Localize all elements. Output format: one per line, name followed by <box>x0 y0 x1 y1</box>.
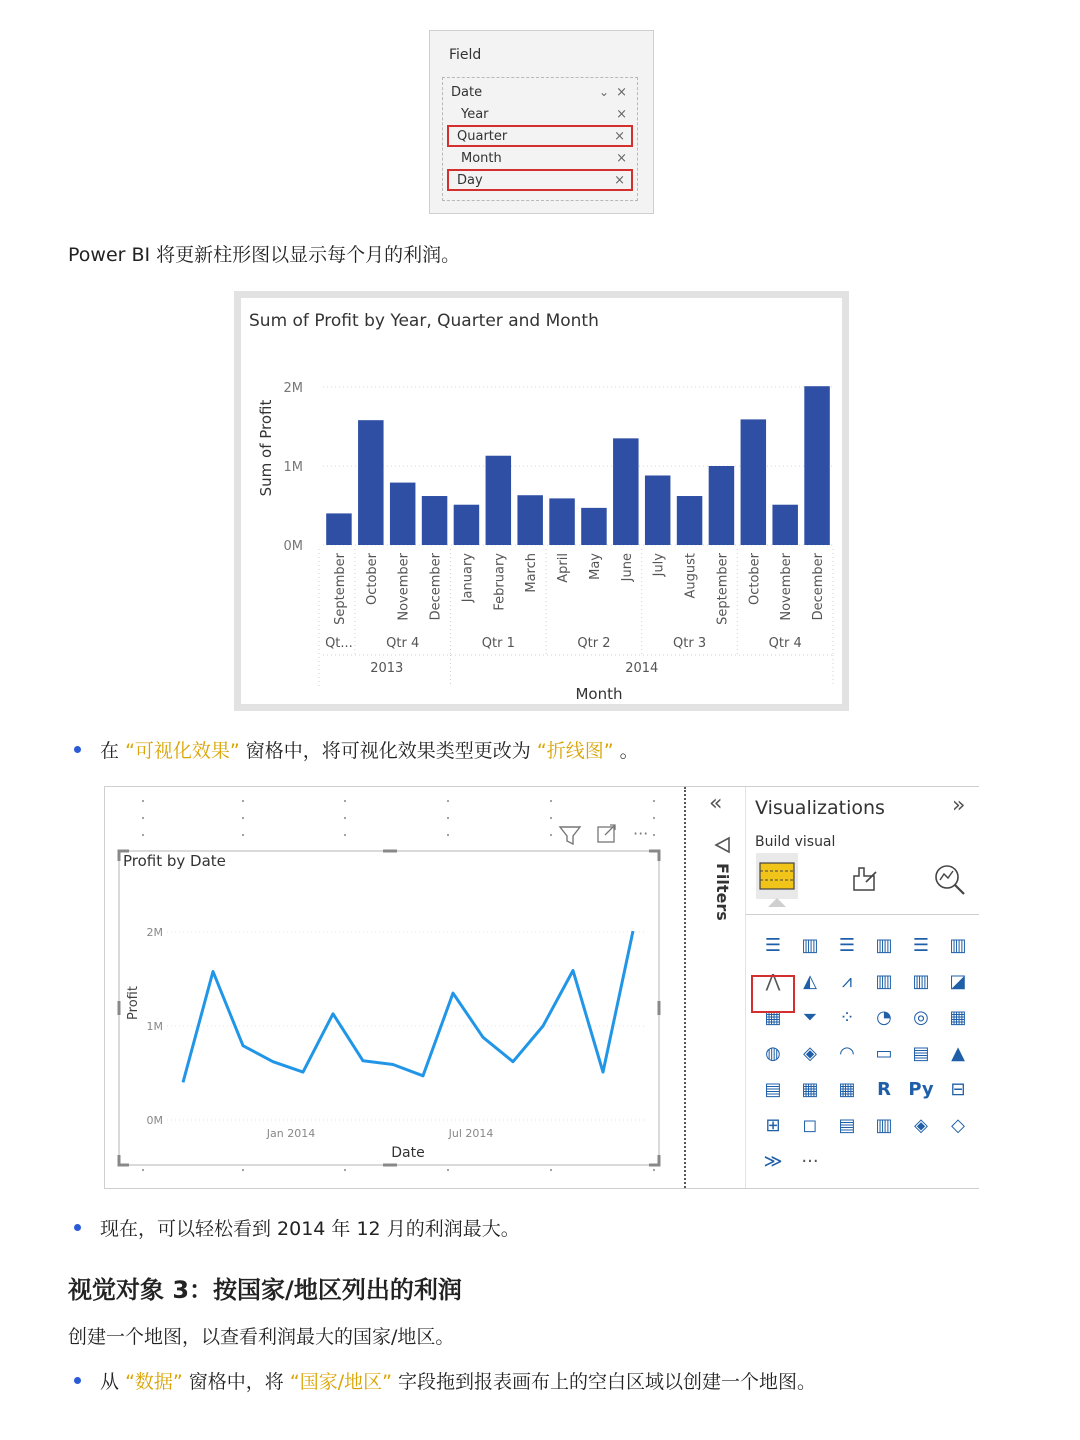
pane-separator <box>684 787 686 1188</box>
x-tick-label: September <box>715 553 731 625</box>
quarter-label: Qtr 1 <box>481 636 515 651</box>
filters-pane-collapsed[interactable] <box>701 787 746 1188</box>
canvas-grid-dot <box>653 834 655 836</box>
quarter-label: Qt... <box>325 636 353 651</box>
gauge-icon[interactable]: ◠ <box>839 1042 855 1064</box>
field-row-quarter[interactable] <box>447 125 633 147</box>
field-label: Day <box>457 172 483 188</box>
azure-map-icon[interactable]: ◈ <box>914 1114 928 1136</box>
close-icon[interactable]: × <box>616 84 627 100</box>
r-visual-icon[interactable]: R <box>877 1078 891 1100</box>
collapse-icon[interactable]: « <box>709 791 723 816</box>
bar[interactable] <box>581 508 607 545</box>
map-icon[interactable]: ◍ <box>765 1042 781 1064</box>
canvas-grid-dot <box>142 834 144 836</box>
chevron-down-icon[interactable]: ⌄ <box>598 85 609 99</box>
x-tick-label: March <box>524 553 540 593</box>
divider <box>746 914 979 915</box>
year-label: 2013 <box>370 661 404 676</box>
table-icon[interactable]: ▦ <box>801 1078 819 1100</box>
canvas-grid-dot <box>242 834 244 836</box>
close-icon[interactable]: × <box>616 106 627 122</box>
canvas-grid-dot <box>550 834 552 836</box>
canvas-grid-dot <box>653 817 655 819</box>
canvas-grid-dot <box>242 817 244 819</box>
highlight-country-field: “国家/地区” <box>289 1371 392 1393</box>
bar[interactable] <box>358 420 384 545</box>
visualizations-pane <box>745 787 979 1188</box>
paginated-report-icon[interactable]: ▥ <box>875 1114 893 1136</box>
bar[interactable] <box>613 438 639 545</box>
stacked-area-chart-icon[interactable]: ⩘ <box>841 970 853 992</box>
bullet-dot <box>74 1224 81 1231</box>
canvas-grid-dot <box>242 1169 244 1171</box>
matrix-icon[interactable]: ▦ <box>838 1078 856 1100</box>
canvas-grid-dot <box>142 817 144 819</box>
resize-handles[interactable] <box>119 851 659 1165</box>
bullet-dot <box>74 1377 81 1384</box>
bullet-text: 字段拖到报表画布上的空白区域以创建一个地图。 <box>398 1371 817 1393</box>
bar[interactable] <box>709 466 735 545</box>
column-chart <box>241 298 842 704</box>
y-tick-label: 2M <box>283 381 303 396</box>
field-row-month[interactable] <box>447 148 633 168</box>
canvas-grid-dot <box>447 817 449 819</box>
bullet-dot <box>74 746 81 753</box>
instruction-bullet-2 <box>100 1214 520 1241</box>
line-stacked-column-icon[interactable]: ▥ <box>912 970 930 992</box>
visualizations-title: Visualizations <box>755 797 885 819</box>
canvas-grid-dot <box>550 1169 552 1171</box>
power-automate-icon[interactable]: ≫ <box>763 1150 783 1172</box>
x-tick-label: September <box>332 553 348 625</box>
x-tick-label: December <box>428 553 444 621</box>
build-visual-icon <box>756 853 798 899</box>
key-influencers-icon[interactable]: ⊟ <box>950 1078 966 1100</box>
x-tick-label: April <box>556 553 572 583</box>
line-chart-icon[interactable]: ⋀ <box>765 970 781 992</box>
bullet-text: 现在，可以轻松看到 2014 年 12 月的利润最大。 <box>100 1218 520 1240</box>
chart-title: Sum of Profit by Year, Quarter and Month <box>249 311 599 331</box>
bar[interactable] <box>549 498 575 545</box>
area-chart-icon[interactable]: ◭ <box>803 970 817 992</box>
paragraph-update: Power BI 将更新柱形图以显示每个月的利润。 <box>68 244 461 266</box>
y-tick-label: 0M <box>146 1114 163 1127</box>
x-tick-label: Jul 2014 <box>448 1127 494 1140</box>
close-icon[interactable]: × <box>614 172 625 188</box>
canvas-grid-dot <box>344 1169 346 1171</box>
field-row-year[interactable] <box>447 104 633 124</box>
build-visual-label: Build visual <box>755 834 836 850</box>
close-icon[interactable]: × <box>614 128 625 144</box>
donut-chart-icon[interactable]: ◎ <box>913 1006 929 1028</box>
highlight-data-pane: “数据” <box>125 1371 183 1393</box>
x-tick-label: August <box>683 553 699 599</box>
bar[interactable] <box>517 495 543 545</box>
x-axis-label: Month <box>575 685 623 703</box>
bar[interactable] <box>486 456 512 545</box>
canvas-grid-dot <box>344 834 346 836</box>
x-tick-label: November <box>396 553 412 621</box>
paragraph-map: 创建一个地图，以查看利润最大的国家/地区。 <box>68 1326 455 1348</box>
more-options-icon[interactable]: ··· <box>633 824 649 843</box>
field-well <box>442 77 638 201</box>
canvas-grid-dot <box>344 800 346 802</box>
canvas-grid-dot <box>447 800 449 802</box>
x-tick-label: November <box>779 553 795 621</box>
stacked-column-chart-icon[interactable]: ▥ <box>801 934 819 956</box>
x-tick-label: October <box>747 553 763 606</box>
year-label: 2014 <box>625 661 659 676</box>
bar[interactable] <box>454 505 480 545</box>
bar[interactable] <box>645 475 671 545</box>
quarter-label: Qtr 2 <box>577 636 611 651</box>
field-pane-screenshot <box>429 30 654 214</box>
scatter-chart-icon[interactable]: ⁘ <box>839 1006 855 1028</box>
visual-border[interactable] <box>119 851 659 1165</box>
section-heading: 视觉对象 3：按国家/地区列出的利润 <box>68 1276 462 1304</box>
canvas-grid-dot <box>142 800 144 802</box>
bar[interactable] <box>741 419 767 545</box>
line-series <box>183 931 633 1082</box>
bar[interactable] <box>772 505 798 545</box>
filter-icon <box>713 835 733 855</box>
x-tick-label: June <box>619 553 635 582</box>
instruction-bullet-3 <box>100 1367 816 1394</box>
field-label: Year <box>461 106 489 122</box>
canvas-grid-dot <box>447 834 449 836</box>
y-tick-label: 2M <box>146 926 163 939</box>
quarter-label: Qtr 4 <box>386 636 420 651</box>
more-visuals-icon[interactable]: ··· <box>801 1150 819 1172</box>
treemap-icon[interactable]: ▦ <box>949 1006 967 1028</box>
line-chart-selection-box <box>751 975 795 1013</box>
bar[interactable] <box>326 513 352 545</box>
x-tick-label: July <box>651 553 667 577</box>
field-label: Quarter <box>457 128 508 144</box>
power-apps-icon[interactable]: ◇ <box>951 1114 965 1136</box>
canvas-grid-dot <box>344 817 346 819</box>
bullet-text: 从 <box>100 1371 120 1393</box>
format-visual-icon[interactable] <box>846 862 882 898</box>
field-row-date[interactable] <box>447 82 633 102</box>
x-tick-label: January <box>460 553 476 603</box>
x-tick-label: May <box>587 553 603 580</box>
bullet-text: 窗格中，将可视化效果类型更改为 <box>245 740 531 762</box>
y-tick-label: 1M <box>283 460 303 475</box>
kpi-icon[interactable]: ▲ <box>951 1042 965 1064</box>
x-axis-label: Date <box>391 1145 425 1161</box>
multi-row-card-icon[interactable]: ▤ <box>912 1042 930 1064</box>
tab-pointer <box>768 898 786 907</box>
x-tick-label: February <box>492 553 508 611</box>
stacked-bar-chart-icon[interactable]: ☰ <box>764 934 782 956</box>
100-stacked-bar-chart-icon[interactable]: ☰ <box>912 934 930 956</box>
pie-chart-icon[interactable]: ◔ <box>876 1006 892 1028</box>
qa-icon[interactable]: ◻ <box>802 1114 818 1136</box>
close-icon[interactable]: × <box>616 150 627 166</box>
funnel-chart-icon[interactable]: ⏷ <box>802 1006 818 1028</box>
filters-label: Filters <box>713 863 732 921</box>
field-title: Field <box>449 47 482 63</box>
y-axis-label: Profit <box>126 986 141 1020</box>
canvas-grid-dot <box>653 800 655 802</box>
quarter-label: Qtr 4 <box>768 636 802 651</box>
expand-icon[interactable]: » <box>952 793 966 818</box>
x-tick-label: October <box>364 553 380 606</box>
filter-icon[interactable] <box>560 827 580 844</box>
canvas-grid-dot <box>550 800 552 802</box>
y-tick-label: 1M <box>146 1020 163 1033</box>
focus-mode-icon[interactable] <box>598 825 615 842</box>
canvas-grid-dot <box>653 1169 655 1171</box>
field-label: Date <box>451 84 483 100</box>
highlight-line-chart: “折线图” <box>536 740 614 762</box>
analytics-icon[interactable] <box>930 860 970 900</box>
decomposition-tree-icon[interactable]: ⊞ <box>765 1114 781 1136</box>
canvas-grid-dot <box>242 800 244 802</box>
canvas-grid-dot <box>142 1169 144 1171</box>
100-stacked-column-chart-icon[interactable]: ▥ <box>949 934 967 956</box>
field-label: Month <box>461 150 502 166</box>
waterfall-chart-icon[interactable]: ▦ <box>764 1006 782 1028</box>
ribbon-chart-icon[interactable]: ◪ <box>949 970 967 992</box>
canvas-grid-dot <box>447 1169 449 1171</box>
bar[interactable] <box>422 496 448 545</box>
smart-narrative-icon[interactable]: ▤ <box>838 1114 856 1136</box>
clustered-column-chart-icon[interactable]: ▥ <box>875 934 893 956</box>
python-visual-icon[interactable]: Py <box>908 1078 934 1100</box>
x-tick-label: December <box>811 553 827 621</box>
x-tick-label: Jan 2014 <box>266 1127 316 1140</box>
bullet-text: 窗格中，将 <box>188 1371 284 1393</box>
field-row-day[interactable] <box>447 169 633 191</box>
report-canvas <box>105 787 745 1188</box>
instruction-bullet-1 <box>100 736 639 763</box>
bar[interactable] <box>390 483 416 545</box>
clustered-bar-chart-icon[interactable]: ☰ <box>838 934 856 956</box>
bullet-text: 。 <box>619 740 639 762</box>
line-chart-screenshot <box>104 786 979 1189</box>
card-icon[interactable]: ▭ <box>875 1042 893 1064</box>
canvas-grid-dot <box>550 817 552 819</box>
quarter-label: Qtr 3 <box>673 636 707 651</box>
slicer-icon[interactable]: ▤ <box>764 1078 782 1100</box>
y-axis-label: Sum of Profit <box>257 399 275 497</box>
bar[interactable] <box>677 496 703 545</box>
bullet-text: 在 <box>100 740 120 762</box>
column-chart-canvas <box>241 298 842 704</box>
line-clustered-column-icon[interactable]: ▥ <box>875 970 893 992</box>
bar[interactable] <box>804 386 830 545</box>
column-chart-screenshot <box>234 291 849 711</box>
highlight-visualizations: “可视化效果” <box>125 740 240 762</box>
filled-map-icon[interactable]: ◈ <box>803 1042 817 1064</box>
chart-title: Profit by Date <box>123 852 226 870</box>
y-tick-label: 0M <box>283 539 303 554</box>
build-visual-tab[interactable] <box>756 853 798 899</box>
